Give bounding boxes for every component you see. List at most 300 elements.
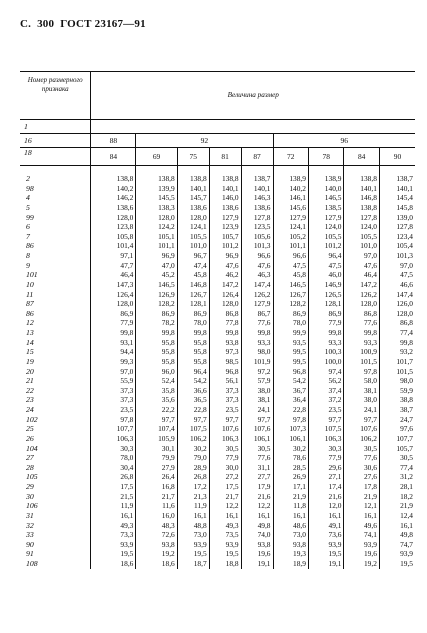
table-cell: 107,6	[344, 424, 379, 434]
table-cell: 19,1	[241, 559, 273, 569]
left-header: Номер размерного признака	[20, 72, 91, 120]
table-cell: 35,6	[136, 395, 177, 405]
standard-code: ГОСТ 23167—91	[60, 18, 146, 30]
table-cell: 107,6	[209, 424, 241, 434]
table-cell: 124,0	[308, 222, 343, 232]
table-cell: 146,5	[136, 280, 177, 290]
table-cell: 96,8	[273, 367, 308, 377]
table-cell: 127,9	[273, 213, 308, 223]
table-row	[20, 434, 415, 444]
table-cell: 127,9	[209, 213, 241, 223]
table-cell: 147,2	[344, 280, 379, 290]
table-cell: 138,7	[379, 174, 415, 184]
table-cell: 99,8	[344, 328, 379, 338]
sub-75: 75	[177, 148, 209, 166]
table-cell: 124,1	[273, 222, 308, 232]
table-cell: 128,1	[308, 299, 343, 309]
table-cell: 101,9	[241, 357, 273, 367]
table-cell: 126,4	[116, 289, 134, 299]
row-code: 108	[20, 559, 91, 569]
table-cell: 94,4	[120, 347, 134, 357]
table-cell: 21,6	[308, 492, 343, 502]
row-code: 104	[20, 444, 91, 454]
table-cell: 31,1	[241, 463, 273, 473]
table-cell: 11,6	[136, 501, 177, 511]
table-cell: 17,5	[209, 482, 241, 492]
row-label-18: 18	[20, 148, 91, 166]
table-cell: 19,2	[136, 549, 177, 559]
table-cell: 146,8	[344, 193, 379, 203]
table-cell: 86,9	[136, 309, 177, 319]
row-code: 8	[20, 251, 91, 261]
table-cell: 98,0	[241, 347, 273, 357]
table-cell: 93,9	[177, 540, 209, 550]
sub-69: 69	[136, 148, 177, 166]
table-cell: 16,1	[241, 511, 273, 521]
table-cell: 47,5	[379, 270, 415, 280]
table-cell: 19,5	[379, 559, 415, 569]
table-cell: 28,5	[273, 463, 308, 473]
row-code: 22	[20, 386, 91, 396]
table-cell: 146,3	[241, 193, 273, 203]
table-cell: 77,6	[241, 453, 273, 463]
table-cell: 73,0	[177, 530, 209, 540]
table-cell: 22,8	[273, 405, 308, 415]
table-cell: 93,3	[241, 338, 273, 348]
table-row	[20, 357, 415, 367]
table-row	[20, 193, 415, 203]
table-cell: 19,5	[308, 549, 343, 559]
table-row	[20, 444, 415, 454]
table-cell: 26,9	[273, 472, 308, 482]
table-cell: 19,5	[177, 549, 209, 559]
group-88: 88	[91, 134, 136, 148]
table-cell: 38,0	[344, 395, 379, 405]
row-code: 32	[20, 521, 91, 531]
table-cell: 12,0	[308, 501, 343, 511]
table-cell: 138,9	[308, 174, 343, 184]
table-cell: 101,5	[344, 357, 379, 367]
table-cell: 30,5	[344, 444, 379, 454]
table-row	[20, 501, 415, 511]
table-cell: 100,0	[308, 357, 343, 367]
row-code: 106	[20, 501, 91, 511]
table-cell: 16,1	[379, 521, 415, 531]
table-cell: 30,2	[273, 444, 308, 454]
row-label-16: 16	[20, 134, 91, 148]
table-cell: 11,8	[273, 501, 308, 511]
table-cell: 101,1	[273, 241, 308, 251]
table-row	[20, 328, 415, 338]
table-cell: 37,3	[120, 395, 134, 405]
table-cell: 26,8	[120, 472, 134, 482]
table-cell: 139,9	[136, 184, 177, 194]
table-cell: 86,9	[177, 309, 209, 319]
table-cell: 95,8	[136, 357, 177, 367]
row-code: 98	[20, 184, 91, 194]
table-cell: 140,2	[273, 184, 308, 194]
table-cell: 96,0	[136, 367, 177, 377]
table-cell: 98,0	[379, 376, 415, 386]
row-code: 25	[20, 424, 91, 434]
table-cell: 73,3	[120, 530, 134, 540]
table-cell: 128,0	[379, 309, 415, 319]
table-cell: 37,4	[308, 386, 343, 396]
table-cell: 99,3	[120, 356, 134, 366]
table-cell: 49,1	[308, 521, 343, 531]
table-cell: 77,4	[379, 328, 415, 338]
table-cell: 93,8	[273, 540, 308, 550]
table-cell: 19,6	[241, 549, 273, 559]
table-cell: 77,6	[344, 453, 379, 463]
table-cell: 138,8	[136, 174, 177, 184]
table-cell: 22,2	[136, 405, 177, 415]
table-cell: 57,9	[241, 376, 273, 386]
table-cell: 138,8	[344, 174, 379, 184]
table-row	[20, 280, 415, 290]
table-cell: 21,5	[120, 491, 134, 501]
table-cell: 128,2	[273, 299, 308, 309]
table-cell: 30,4	[120, 462, 134, 472]
table-cell: 107,5	[177, 424, 209, 434]
table-cell: 54,2	[177, 376, 209, 386]
table-row	[20, 299, 415, 309]
table-cell: 78,2	[136, 318, 177, 328]
table-cell: 21,9	[344, 492, 379, 502]
table-cell: 38,7	[379, 405, 415, 415]
table-cell: 101,2	[209, 241, 241, 251]
table-cell: 138,8	[209, 174, 241, 184]
table-row	[20, 290, 415, 300]
page-header	[20, 18, 146, 30]
row-code: 99	[20, 213, 91, 223]
table-cell: 19,1	[308, 559, 343, 569]
table-cell: 93,8	[136, 540, 177, 550]
table-cell: 36,6	[177, 386, 209, 396]
sub-78: 78	[308, 148, 343, 166]
table-cell: 139,0	[379, 213, 415, 223]
table-cell: 72,6	[136, 530, 177, 540]
table-cell: 17,2	[177, 482, 209, 492]
table-cell: 97,7	[209, 415, 241, 425]
table-body	[20, 72, 415, 569]
table-cell: 101,0	[177, 241, 209, 251]
table-cell: 99,8	[379, 338, 415, 348]
table-cell: 27,1	[308, 472, 343, 482]
page-number: 300	[37, 18, 55, 30]
table-cell: 101,1	[136, 241, 177, 251]
row-code: 26	[20, 434, 91, 444]
table-cell: 97,6	[379, 424, 415, 434]
table-cell: 93,8	[209, 338, 241, 348]
table-cell: 107,3	[273, 424, 308, 434]
table-row	[20, 174, 415, 184]
table-row	[20, 492, 415, 502]
table-row	[20, 347, 415, 357]
table-cell: 97,2	[241, 367, 273, 377]
table-cell: 147,4	[241, 280, 273, 290]
table-cell: 99,5	[273, 357, 308, 367]
table-cell: 49,3	[209, 521, 241, 531]
table-cell: 46,3	[241, 270, 273, 280]
table-cell: 97,7	[177, 415, 209, 425]
table-cell: 36,4	[273, 395, 308, 405]
table-cell: 126,0	[379, 299, 415, 309]
table-cell: 74,0	[241, 530, 273, 540]
table-cell: 17,8	[344, 482, 379, 492]
table-cell: 47,6	[241, 261, 273, 271]
table-cell: 78,0	[177, 318, 209, 328]
table-row	[20, 559, 415, 569]
table-cell: 140,0	[308, 184, 343, 194]
table-cell: 38,1	[241, 395, 273, 405]
table-cell: 86,7	[241, 309, 273, 319]
table-cell: 138,6	[209, 203, 241, 213]
table-cell: 140,1	[379, 184, 415, 194]
table-cell: 105,7	[379, 444, 415, 454]
table-cell: 107,5	[308, 424, 343, 434]
table-cell: 128,0	[116, 299, 134, 309]
table-cell: 128,0	[209, 299, 241, 309]
table-row	[20, 222, 415, 232]
table-cell: 140,1	[344, 184, 379, 194]
table-cell: 86,8	[209, 309, 241, 319]
table-cell: 19,6	[344, 549, 379, 559]
sub-81: 81	[209, 148, 241, 166]
row-code: 29	[20, 482, 91, 492]
table-cell: 97,8	[120, 414, 134, 424]
table-cell: 140,1	[241, 184, 273, 194]
table-cell: 100,3	[308, 347, 343, 357]
table-cell: 30,6	[344, 463, 379, 473]
row-code: 7	[20, 232, 91, 242]
table-cell: 58,0	[344, 376, 379, 386]
table-cell: 18,6	[136, 559, 177, 569]
table-cell: 93,9	[120, 539, 134, 549]
table-row	[20, 540, 415, 550]
table-cell: 107,7	[116, 424, 134, 434]
row-code: 21	[20, 376, 91, 386]
table-cell: 105,8	[116, 231, 134, 241]
table-cell: 147,2	[209, 280, 241, 290]
row-code: 19	[20, 357, 91, 367]
table-cell: 138,6	[116, 202, 134, 212]
table-cell: 37,3	[209, 395, 241, 405]
table-cell: 126,9	[136, 290, 177, 300]
table-cell: 93,1	[120, 337, 134, 347]
table-cell: 38,1	[344, 386, 379, 396]
table-row	[20, 472, 415, 482]
table-cell: 16,1	[209, 511, 241, 521]
table-cell: 128,0	[177, 213, 209, 223]
table-cell: 23,5	[120, 405, 134, 414]
table-row	[20, 482, 415, 492]
row-code: 102	[20, 415, 91, 425]
table-cell: 146,8	[177, 280, 209, 290]
row-code: 14	[20, 338, 91, 348]
table-cell: 86,9	[120, 308, 134, 318]
row-code: 13	[20, 328, 91, 338]
table-cell: 27,7	[241, 472, 273, 482]
table-cell: 128,1	[177, 299, 209, 309]
table-cell: 23,5	[209, 405, 241, 415]
table-cell: 45,8	[177, 270, 209, 280]
sub-84b: 84	[344, 148, 379, 166]
table-cell: 96,9	[209, 251, 241, 261]
table-cell: 86,8	[344, 309, 379, 319]
table-cell: 48,8	[177, 521, 209, 531]
table-cell: 47,4	[177, 261, 209, 271]
table-cell: 138,6	[241, 203, 273, 213]
table-row	[20, 270, 415, 280]
table-cell: 106,3	[308, 434, 343, 444]
table-cell: 30,5	[241, 444, 273, 454]
table-row	[20, 232, 415, 242]
page-letter: С.	[20, 18, 32, 30]
table-cell: 99,8	[308, 328, 343, 338]
table-cell: 30,3	[120, 443, 134, 453]
table-cell: 123,5	[241, 222, 273, 232]
row-code: 86	[20, 309, 91, 319]
table-cell: 12,1	[344, 501, 379, 511]
table-cell: 99,9	[273, 328, 308, 338]
table-cell: 21,3	[177, 492, 209, 502]
table-cell: 38,0	[241, 386, 273, 396]
table-cell: 52,4	[136, 376, 177, 386]
table-row	[20, 453, 415, 463]
table-cell: 138,6	[177, 203, 209, 213]
row-code: 27	[20, 453, 91, 463]
table-cell: 19,2	[344, 559, 379, 569]
table-cell: 30,2	[177, 444, 209, 454]
group-96: 96	[273, 134, 415, 148]
table-cell: 30,5	[209, 444, 241, 454]
row-code: 105	[20, 472, 91, 482]
row-code: 2	[20, 174, 91, 184]
sub-87: 87	[241, 148, 273, 166]
table-row	[20, 261, 415, 271]
table-cell: 106,1	[273, 434, 308, 444]
table-cell: 46,6	[379, 280, 415, 290]
table-cell: 146,9	[308, 280, 343, 290]
table-cell: 18,7	[177, 559, 209, 569]
table-cell: 93,3	[308, 338, 343, 348]
row-label-1: 1	[20, 120, 91, 134]
table-cell: 17,5	[120, 482, 134, 491]
table-cell: 145,5	[136, 193, 177, 203]
table-cell: 12,4	[379, 511, 415, 521]
table-cell: 146,0	[209, 193, 241, 203]
row-code: 9	[20, 261, 91, 271]
table-cell: 93,9	[209, 540, 241, 550]
table-cell: 16,1	[308, 511, 343, 521]
table-cell: 47,5	[308, 261, 343, 271]
table-cell: 22,8	[177, 405, 209, 415]
table-cell: 77,9	[209, 453, 241, 463]
table-row	[20, 309, 415, 319]
table-cell: 138,3	[136, 203, 177, 213]
row-code: 20	[20, 367, 91, 377]
table-cell: 97,7	[308, 415, 343, 425]
table-cell: 77,9	[308, 453, 343, 463]
table-cell: 146,1	[273, 193, 308, 203]
table-cell: 101,2	[308, 241, 343, 251]
table-row	[20, 376, 415, 386]
table-cell: 27,6	[344, 472, 379, 482]
sub-84: 84	[91, 148, 136, 166]
table-cell: 47,7	[120, 260, 134, 270]
table-cell: 36,7	[273, 386, 308, 396]
table-cell: 49,3	[120, 520, 134, 530]
table-cell: 21,6	[241, 492, 273, 502]
table-cell: 29,6	[308, 463, 343, 473]
table-row	[20, 521, 415, 531]
table-row	[20, 367, 415, 377]
table-cell: 105,5	[177, 232, 209, 242]
table-row	[20, 203, 415, 213]
table-cell: 95,8	[177, 357, 209, 367]
table-cell: 45,2	[136, 270, 177, 280]
table-cell: 11,9	[177, 501, 209, 511]
table-cell: 127,8	[241, 213, 273, 223]
table-cell: 106,2	[344, 434, 379, 444]
table-cell: 74,7	[379, 540, 415, 550]
table-cell: 105,5	[308, 232, 343, 242]
table-cell: 36,5	[177, 395, 209, 405]
table-cell: 97,0	[379, 261, 415, 271]
table-cell: 93,5	[273, 338, 308, 348]
table-cell: 77,4	[379, 463, 415, 473]
table-cell: 146,2	[116, 193, 134, 203]
table-cell: 126,5	[308, 290, 343, 300]
table-cell: 86,8	[379, 318, 415, 328]
table-row	[20, 241, 415, 251]
row-code: 10	[20, 280, 91, 290]
table-cell: 16,0	[136, 511, 177, 521]
table-cell: 54,2	[273, 376, 308, 386]
table-cell: 17,9	[241, 482, 273, 492]
table-row	[20, 213, 415, 223]
table-cell: 99,5	[273, 347, 308, 357]
table-cell: 97,7	[136, 415, 177, 425]
table-cell: 47,6	[209, 261, 241, 271]
table-cell: 97,0	[344, 251, 379, 261]
table-cell: 96,6	[241, 251, 273, 261]
table-cell: 147,3	[116, 279, 134, 289]
group-92: 92	[136, 134, 273, 148]
table-cell: 78,6	[273, 453, 308, 463]
table-cell: 138,7	[241, 174, 273, 184]
table-cell: 97,4	[308, 367, 343, 377]
table-cell: 126,2	[344, 290, 379, 300]
table-cell: 93,2	[379, 347, 415, 357]
row-code: 33	[20, 530, 91, 540]
table-cell: 105,6	[241, 232, 273, 242]
table-cell: 97,7	[241, 415, 273, 425]
table-cell: 48,3	[136, 521, 177, 531]
row-code: 90	[20, 540, 91, 550]
table-cell: 146,5	[308, 193, 343, 203]
table-cell: 106,3	[209, 434, 241, 444]
row-code: 30	[20, 492, 91, 502]
row-code: 12	[20, 318, 91, 328]
table-cell: 126,4	[209, 290, 241, 300]
table-cell: 101,0	[344, 241, 379, 251]
size-table	[20, 71, 415, 569]
table-cell: 79,0	[177, 453, 209, 463]
table-cell: 47,5	[273, 261, 308, 271]
table-cell: 49,8	[379, 530, 415, 540]
